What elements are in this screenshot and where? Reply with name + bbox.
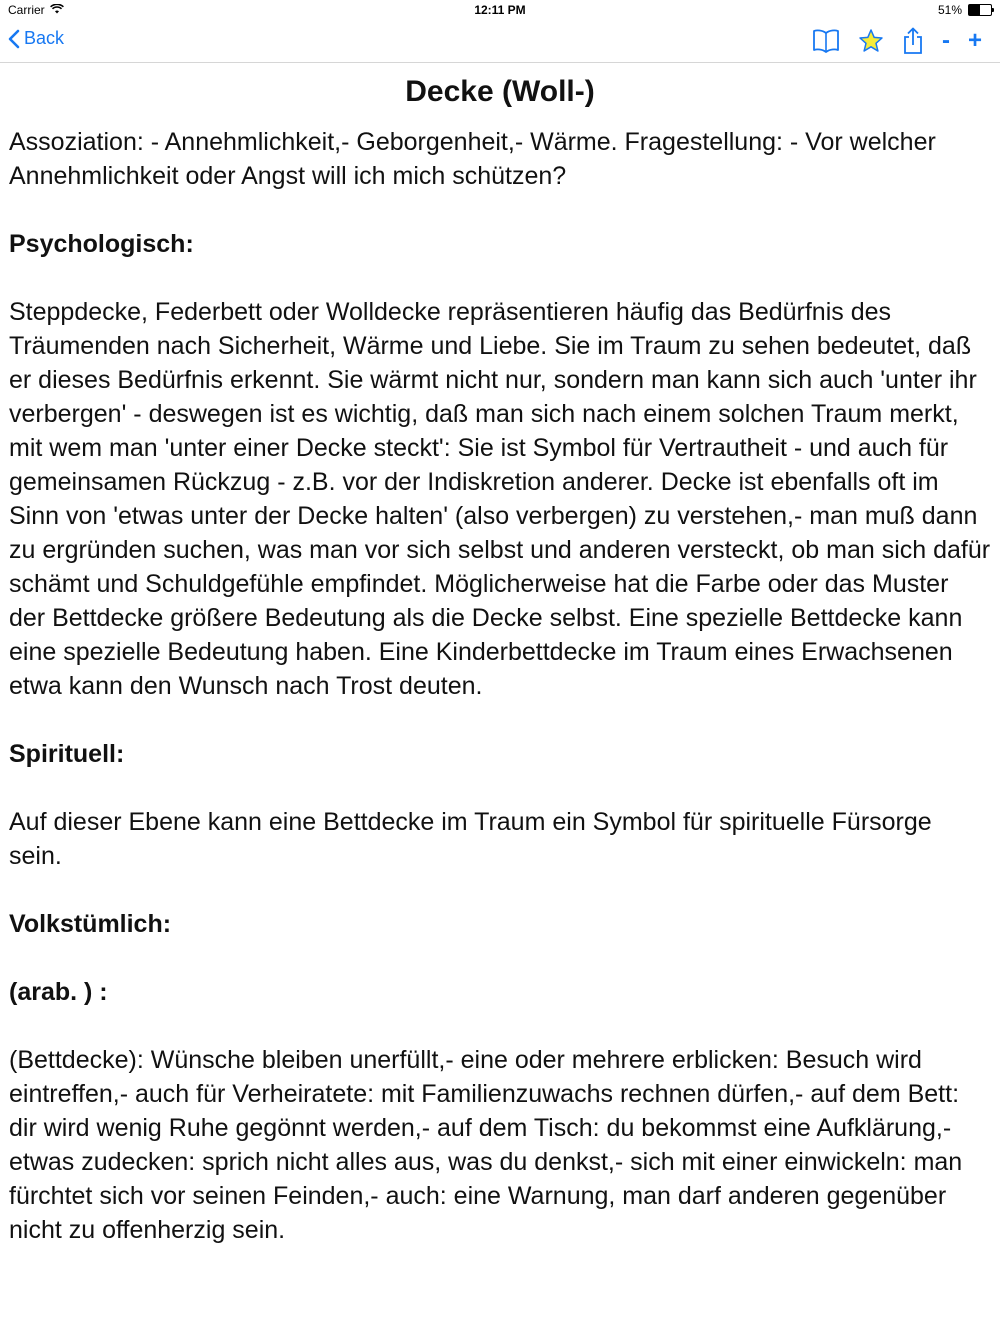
star-icon[interactable] <box>858 28 884 54</box>
psychological-paragraph: Steppdecke, Federbett oder Wolldecke repräsentieren häufig das Bedürfnis des Träumenden nach Sicherheit, Wärme und Liebe. Sie im Traum zu sehen bedeutet, daß er dieses Bedürfnis erkennt. Sie wärmt nicht nur, sondern man kann sich auch 'unter ihr verbergen' - deswegen ist es wichtig, daß man sich nach einem solchen Traum merkt, mit wem man 'unter einer Decke steckt': Sie ist Symbol für Vertrautheit - und auch für gemeinsamen Rückzug - z.B. vor der Indiskretion anderer. Decke ist ebenfalls oft im Sinn von 'etwas unter der Decke halten' (also verbergen) zu verstehen,- man muß dann zu ergründen suchen, was man vor sich selbst und anderen versteckt, ob man sich dafür schämt und Schuldgefühle empfindet. Möglicherweise hat die Farbe oder das Muster der Bettdecke größere Bedeutung als die Decke selbst. Eine spezielle Bettdecke kann eine spezielle Bedeutung haben. Eine Kinderbettdecke im Traum eines Erwachsenen etwa kann den Wunsch nach Trost deuten. <box>9 298 991 700</box>
increase-font-button[interactable]: + <box>967 27 982 54</box>
back-label: Back <box>24 28 65 48</box>
psychological-heading: Psychologisch: <box>9 230 194 258</box>
article-content <box>0 75 1000 1247</box>
folk-heading: Volkstümlich: <box>9 910 172 938</box>
back-button[interactable] <box>8 28 64 49</box>
arab-heading: (arab. ) : <box>9 978 108 1006</box>
spiritual-paragraph: Auf dieser Ebene kann eine Bettdecke im Traum ein Symbol für spirituelle Fürsorge sein. <box>9 808 932 870</box>
status-time: 12:11 PM <box>474 3 526 17</box>
toolbar <box>812 27 982 55</box>
share-icon[interactable] <box>902 27 924 55</box>
arab-paragraph: (Bettdecke): Wünsche bleiben unerfüllt,- eine oder mehrere erblicken: Besuch wird eintreffen,- auch für Verheiratete: mit Familienzuwachs rechnen dürfen,- auf dem Bett: dir wird wenig Ruhe gegönnt werden,- auf dem Tisch: du bekommst eine Aufklärung,- etwas zudecken: sprich nicht alles aus, was du denkst,- sich mit einer einwickeln: man fürchtet sich vor seinen Feinden,- auch: eine Warnung, man darf anderen gegenüber nicht zu offenherzig sein. <box>9 1046 963 1244</box>
status-right <box>938 3 992 17</box>
article-title: Decke (Woll-) <box>405 75 595 108</box>
spiritual-heading: Spirituell: <box>9 740 125 768</box>
battery-percent: 51% <box>937 3 962 17</box>
status-bar <box>0 0 1000 22</box>
intro-paragraph: Assoziation: - Annehmlichkeit,- Geborgenheit,- Wärme. Fragestellung: - Vor welcher Annehmlichkeit oder Angst will ich mich schützen? <box>9 128 936 190</box>
battery-icon <box>968 4 992 16</box>
carrier-label: Carrier <box>8 3 45 17</box>
book-icon[interactable] <box>812 28 840 54</box>
navigation-bar <box>0 22 1000 63</box>
chevron-left-icon <box>8 29 20 49</box>
battery-fill <box>969 5 980 15</box>
decrease-font-button[interactable]: - <box>941 27 950 54</box>
